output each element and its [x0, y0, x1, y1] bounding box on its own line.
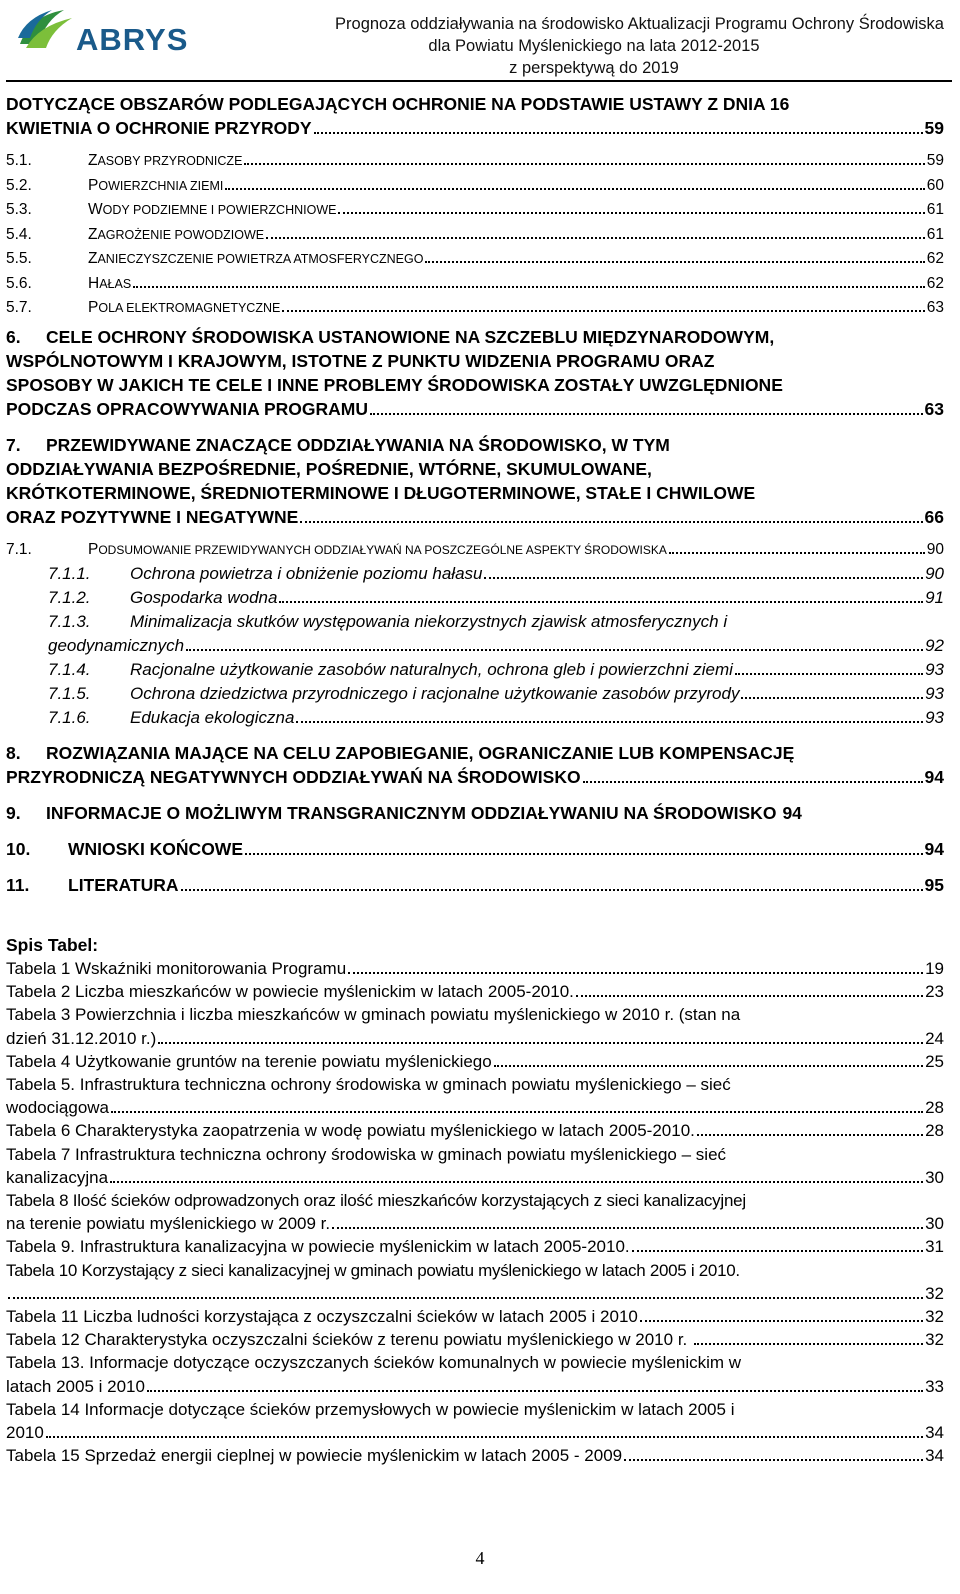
- leader-dots: [300, 521, 922, 523]
- leader-dots: [494, 1065, 923, 1067]
- page-header: [0, 0, 960, 80]
- leader-dots: [697, 1134, 923, 1136]
- table-entry: Tabela 11 Liczba ludności korzystająca z oczyszczalni ścieków w latach 2005 i 2010 32: [6, 1307, 944, 1327]
- table-entry: Tabela 6 Charakterystyka zaopatrzenia w wodę powiatu myślenickiego w latach 2005-2010. 28: [6, 1121, 944, 1141]
- leader-dots: [735, 673, 923, 675]
- leader-dots: [8, 1297, 923, 1299]
- leader-dots: [484, 577, 923, 579]
- table-entry: Tabela 5. Infrastruktura techniczna ochrony środowiska w gminach powiatu myślenickiego – sieć: [6, 1075, 731, 1095]
- leader-dots: [245, 853, 923, 855]
- toc-entry: 7.1.1. Ochrona powietrza i obniżenie poziomu hałasu 90: [48, 564, 944, 583]
- table-entry: Tabela 13. Informacje dotyczące oczyszczanych ścieków komunalnych w powiecie myślenickim w: [6, 1353, 742, 1373]
- leader-dots: [576, 995, 923, 997]
- leader-dots: [282, 310, 924, 312]
- leader-dots: [46, 1436, 923, 1438]
- logo-text: ABRYS: [76, 22, 189, 57]
- tables-list-title: Spis Tabel:: [6, 935, 99, 955]
- toc-section-7: 7. PRZEWIDYWANE ZNACZĄCE ODDZIAŁYWANIA NA ŚRODOWISKO, W TYM ODDZIAŁYWANIA BEZPOŚREDNIE, POŚREDNIE, WTÓRNE, SKUMULOWANE, KRÓTKOTERMINOWE, ŚREDNIOTERMINOWE I DŁUGOTERMINOWE, STAŁE I CHWILOWE ORAZ POZYTYWNE I NEGATYWNE 66: [6, 434, 944, 527]
- table-entry: Tabela 8 Ilość ścieków odprowadzonych oraz ilość mieszkańców korzystających z sieci kanalizacyjnej: [6, 1191, 746, 1211]
- leader-dots: [669, 552, 925, 554]
- page-number-footer: 4: [475, 1548, 485, 1568]
- leader-dots: [279, 601, 923, 603]
- leader-dots: [624, 1459, 923, 1461]
- leader-dots: [314, 132, 923, 134]
- leader-dots: [640, 1320, 923, 1322]
- leader-dots: [632, 1250, 923, 1252]
- toc-section-8: 8. ROZWIĄZANIA MAJĄCE NA CELU ZAPOBIEGANIE, OGRANICZANIE LUB KOMPENSACJĘ PRZYRODNICZĄ NEGATYWNYCH ODDZIAŁYWAŃ NA ŚRODOWISKO 94: [6, 743, 944, 787]
- toc-entry: 5.3. WODY PODZIEMNE I POWIERZCHNIOWE 61: [6, 201, 944, 218]
- leader-dots: [338, 212, 924, 214]
- table-entry: Tabela 14 Informacje dotyczące ścieków przemysłowych w powiecie myślenickim w latach 2005 i: [6, 1399, 735, 1419]
- tables-list: Tabela 1 Wskaźniki monitorowania Programu 19 Tabela 2 Liczba mieszkańców w powiecie myślenickim w latach 2005-2010. 23 Tabela 3 Powierzchnia i liczba mieszkańców w gminach powiatu myślenickiego w 2010 r. (stan na dzień 31.12.2010 r.) 24 Tabela 4 Użytkowanie gruntów na terenie powiatu myślenickiego 25 Tabela 5. Infrastruktura techniczna ochrony środowiska w gminach powiatu myślenickiego – sieć wodociągowa 28 Tabela 6 Charakterystyka zaopatrzenia w wodę powiatu myślenickiego w latach 2005-2010. 28 Tabela 7 Infrastruktura techniczna ochrony środowiska w gminach powiatu myślenickiego – sieć kanalizacyjna 30 Tabela 8 Ilość ścieków odprowadzonych oraz ilość mieszkańców korzystających z sieci kanalizacyjnej na terenie powiatu myślenickiego w 2009 r. 30 Tabela 9. Infrastruktura kanalizacyjna w powiecie myślenickim w latach 2005-2010. 31 Tabela 10 Korzystający z sieci kanalizacyjnej w gminach powiatu myślenickiego w latach 2005 i 2010. 32 Tabela 11 Liczba ludności korzystająca z oczyszczalni ścieków w latach 2005 i 2010 32 Tabela 12 Charakterystyka oczyszczalni ścieków z terenu powiatu myślenickiego w 2010 r. 32 Tabela 13. Informacje dotyczące oczyszczanych ścieków komunalnych w powiecie myślenickim w latach 2005 i 2010 33 Tabela 14 Informacje dotyczące ścieków przemysłowych w powiecie myślenickim w latach 2005 i 2010 34 Tabela 15 Sprzedaż energii cieplnej w powiecie myślenickim w latach 2005 - 2009 34: [6, 957, 944, 1467]
- toc-section-5-items: [6, 149, 944, 321]
- leader-dots: [111, 1111, 923, 1113]
- table-entry: Tabela 9. Infrastruktura kanalizacyjna w powiecie myślenickim w latach 2005-2010. 31: [6, 1237, 944, 1257]
- toc-entry-7-1: 7.1. PODSUMOWANIE PRZEWIDYWANYCH ODDZIAŁYWAŃ NA POSZCZEGÓLNE ASPEKTY ŚRODOWISKA 90: [6, 540, 944, 558]
- table-entry: Tabela 1 Wskaźniki monitorowania Programu 19: [6, 959, 944, 978]
- toc-entry: 5.4. ZAGROŻENIE POWODZIOWE 61: [6, 225, 944, 243]
- toc-entry: 5.7. POLA ELEKTROMAGNETYCZNE 63: [6, 299, 944, 316]
- leader-dots: [158, 1042, 923, 1044]
- toc-section-5-continued: DOTYCZĄCE OBSZARÓW PODLEGAJĄCYCH OCHRONIE NA PODSTAWIE USTAWY Z DNIA 16 KWIETNIA O OCHRONIE PRZYRODY 59: [6, 94, 944, 138]
- toc-entry: 7.1.6. Edukacja ekologiczna 93: [48, 708, 944, 727]
- leader-dots: [425, 261, 924, 263]
- toc-entry: 7.1.3. Minimalizacja skutków występowania niekorzystnych zjawisk atmosferycznych i: [48, 612, 728, 631]
- leader-dots: [370, 413, 923, 415]
- abrys-logo: [16, 4, 196, 57]
- toc-entry: 5.1. ZASOBY PRZYRODNICZE 59: [6, 152, 944, 169]
- table-entry: Tabela 2 Liczba mieszkańców w powiecie myślenickim w latach 2005-2010. 23: [6, 982, 944, 1002]
- toc-entry: 5.2. POWIERZCHNIA ZIEMI 60: [6, 176, 944, 194]
- leader-dots: [332, 1227, 923, 1229]
- leader-dots: [741, 697, 923, 699]
- logo-swoosh-icon: [16, 4, 76, 54]
- leader-dots: [244, 163, 924, 165]
- leader-dots: [133, 286, 925, 288]
- toc-section-11: 11. LITERATURA 95: [6, 875, 944, 895]
- leader-dots: [147, 1390, 923, 1392]
- table-entry: Tabela 12 Charakterystyka oczyszczalni ścieków z terenu powiatu myślenickiego w 2010 r. 32: [6, 1330, 944, 1350]
- leader-dots: [186, 649, 923, 651]
- leader-dots: [694, 1343, 923, 1345]
- leader-dots: [181, 889, 923, 891]
- table-of-contents: [6, 92, 944, 1467]
- document-title: Prognoza oddziaływania na środowisko Aktualizacji Programu Ochrony Środowiska dla Powiatu Myślenickiego na lata 2012-2015 z perspektywą do 2019: [335, 15, 944, 77]
- header-rule: [6, 80, 952, 82]
- toc-section-9: 9. INFORMACJE O MOŻLIWYM TRANSGRANICZNYM ODDZIAŁYWANIU NA ŚRODOWISKO 94: [6, 803, 802, 823]
- leader-dots: [110, 1181, 923, 1183]
- table-entry: Tabela 4 Użytkowanie gruntów na terenie powiatu myślenickiego 25: [6, 1051, 944, 1071]
- table-entry: Tabela 10 Korzystający z sieci kanalizacyjnej w gminach powiatu myślenickiego w latach 2005 i 2010.: [6, 1260, 740, 1280]
- page-number: 59: [924, 118, 944, 138]
- toc-entry: 5.5. ZANIECZYSZCZENIE POWIETRZA ATMOSFERYCZNEGO 62: [6, 250, 944, 267]
- table-entry: Tabela 7 Infrastruktura techniczna ochrony środowiska w gminach powiatu myślenickiego – sieć: [6, 1144, 727, 1164]
- table-entry: Tabela 3 Powierzchnia i liczba mieszkańców w gminach powiatu myślenickiego w 2010 r. (stan na: [6, 1005, 741, 1025]
- toc-entry: 5.6. HAŁAS 62: [6, 274, 944, 292]
- leader-dots: [348, 972, 923, 974]
- leader-dots: [225, 188, 924, 190]
- table-entry: Tabela 15 Sprzedaż energii cieplnej w powiecie myślenickim w latach 2005 - 2009 34: [6, 1446, 944, 1466]
- toc-entry: 7.1.4. Racjonalne użytkowanie zasobów naturalnych, ochrona gleb i powierzchni ziemi 93: [48, 660, 944, 679]
- toc-entry: 7.1.5. Ochrona dziedzictwa przyrodniczego i racjonalne użytkowanie zasobów przyrody 93: [48, 684, 944, 703]
- toc-entry: 7.1.2. Gospodarka wodna 91: [48, 588, 944, 607]
- leader-dots: [266, 237, 925, 239]
- leader-dots: [296, 721, 923, 723]
- toc-section-10: 10. WNIOSKI KOŃCOWE 94: [6, 839, 944, 859]
- toc-section-7-1-items: 7.1.1. Ochrona powietrza i obniżenie poziomu hałasu 90 7.1.2. Gospodarka wodna 91 7.1.3. Minimalizacja skutków występowania niekorzystnych zjawisk atmosferycznych i geodynamicznych 92 7.1.4. Racjonalne użytkowanie zasobów naturalnych, ochrona gleb i powierzchni ziemi 93 7.1.5. Ochrona dziedzictwa przyrodniczego i racjonalne użytkowanie zasobów przyrody 93 7.1.6. Edukacja ekologiczna 93: [6, 562, 944, 730]
- toc-section-6: 6. CELE OCHRONY ŚRODOWISKA USTANOWIONE NA SZCZEBLU MIĘDZYNARODOWYM, WSPÓLNOTOWYM I KRAJOWYM, ISTOTNE Z PUNKTU WIDZENIA PROGRAMU ORAZ SPOSOBY W JAKICH TE CELE I INNE PROBLEMY ŚRODOWISKA ZOSTAŁY UWZGLĘDNIONE PODCZAS OPRACOWYWANIA PROGRAMU 63: [6, 326, 944, 419]
- leader-dots: [583, 781, 923, 783]
